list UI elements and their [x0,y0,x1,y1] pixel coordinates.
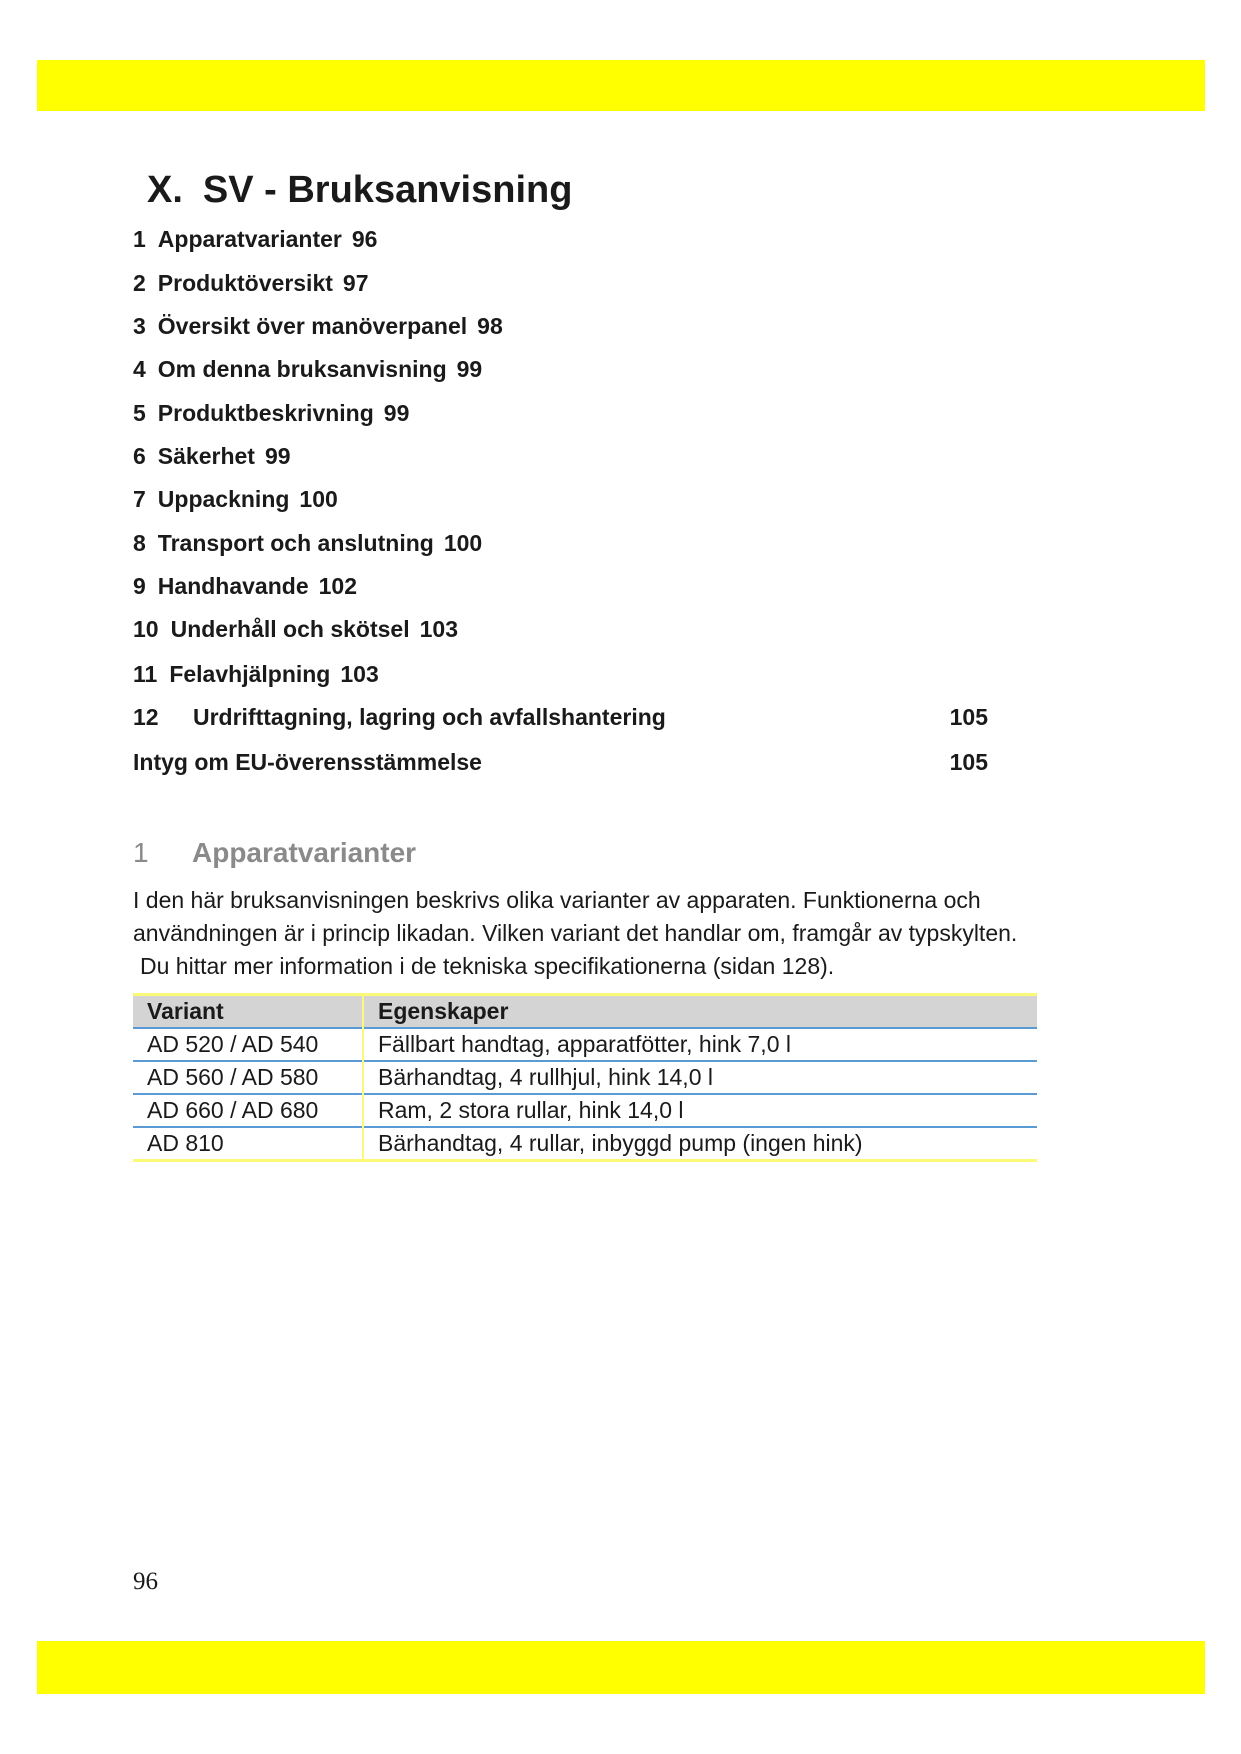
toc-entry-page: 100 [299,486,338,512]
properties-cell: Fällbart handtag, apparatfötter, hink 7,0 l [378,1031,791,1057]
toc-entry-number: 6 [133,443,146,469]
toc-entry-page: 96 [351,226,378,252]
variant-cell: AD 560 / AD 580 [133,1061,363,1094]
column-header-variant: Variant [133,995,363,1029]
toc-entry-page: 105 [949,749,988,775]
intro-paragraph [133,884,1083,983]
section-heading [133,836,416,870]
toc-entry-title: Felavhjälpning [169,661,331,687]
toc-entry-page: 103 [340,661,379,687]
table-row [133,1061,1037,1094]
toc-entry-number: 8 [133,530,146,556]
page-number: 96 [133,1568,158,1595]
column-header-properties: Egenskaper [378,998,509,1024]
page-title-text: SV - Bruksanvisning [202,169,573,211]
toc-entry-8[interactable] [133,529,482,557]
toc-entry-number: 1 [133,226,146,252]
toc-entry-title: Intyg om EU-överensstämmelse [133,749,482,775]
table-row [133,1094,1037,1127]
variant-cell: AD 810 [133,1127,363,1161]
properties-cell: Bärhandtag, 4 rullar, inbyggd pump (ingen hink) [378,1130,863,1156]
toc-entry-title: Urdrifttagning, lagring och avfallshantering [193,704,666,730]
toc-entry-page: 103 [419,616,458,642]
toc-entry-1[interactable] [133,225,377,253]
toc-entry-title: Översikt över manöverpanel [157,313,468,339]
toc-entry-number: 3 [133,313,146,339]
toc-entry-title: Produktbeskrivning [157,400,374,426]
toc-entry-page: 99 [383,400,410,426]
toc-entry-title: Apparatvarianter [157,226,342,252]
toc-entry-title: Uppackning [157,486,290,512]
toc-entry-5[interactable] [133,399,409,427]
toc-entry-number: 10 [133,616,159,642]
toc-entry-3[interactable] [133,312,503,340]
toc-entry-2[interactable] [133,269,369,297]
toc-entry-number: 9 [133,573,146,599]
toc-entry-number: 5 [133,400,146,426]
toc-entry-6[interactable] [133,442,291,470]
table-row [133,1127,1037,1161]
toc-entry-page: 105 [949,704,988,730]
variant-cell: AD 520 / AD 540 [133,1028,363,1061]
toc-entry-page: 100 [443,530,483,556]
variant-table [133,993,1037,1162]
section-title: Apparatvarianter [192,837,417,868]
toc-entry-number: 4 [133,356,146,382]
toc-entry-page: 99 [456,356,483,382]
toc-entry-page: 102 [318,573,357,599]
toc-entry-number: 2 [133,270,146,296]
toc-entry-title: Om denna bruksanvisning [157,356,447,382]
toc-entry-9[interactable] [133,572,357,600]
toc-entry-4[interactable] [133,355,482,383]
toc-entry-page: 98 [477,313,503,339]
toc-entry-7[interactable] [133,485,338,513]
properties-cell: Bärhandtag, 4 rullhjul, hink 14,0 l [378,1064,713,1090]
toc-entry-title: Produktöversikt [157,270,333,296]
page-title-number: X. [147,169,183,211]
toc-entry-number: 7 [133,486,146,512]
paragraph-line: användningen är i princip likadan. Vilken variant det handlar om, framgår av typskylten. [133,920,1018,946]
toc-entry-title: Transport och anslutning [157,530,434,556]
page-title [147,168,572,212]
toc-entry-page: 97 [342,270,369,296]
toc-entry-title: Underhåll och skötsel [170,616,410,642]
toc-entry-number: 12 [133,704,159,730]
top-yellow-band [37,60,1205,111]
table-row [133,1028,1037,1061]
toc-entry-title: Handhavande [157,573,309,599]
section-number: 1 [133,837,149,868]
properties-cell: Ram, 2 stora rullar, hink 14,0 l [378,1097,684,1123]
variant-cell: AD 660 / AD 680 [133,1094,363,1127]
paragraph-line: Du hittar mer information i de tekniska specifikationerna (sidan 128). [140,953,835,979]
toc-entry-11[interactable] [133,660,379,688]
table-header-row [133,995,1037,1029]
toc-entry-number: 11 [133,661,158,687]
bottom-yellow-band [37,1641,1205,1694]
paragraph-line: I den här bruksanvisningen beskrivs olika varianter av apparaten. Funktionerna och [133,887,981,913]
toc-entry-page: 99 [264,443,291,469]
toc-entry-title: Säkerhet [157,443,255,469]
toc-entry-10[interactable] [133,615,458,643]
